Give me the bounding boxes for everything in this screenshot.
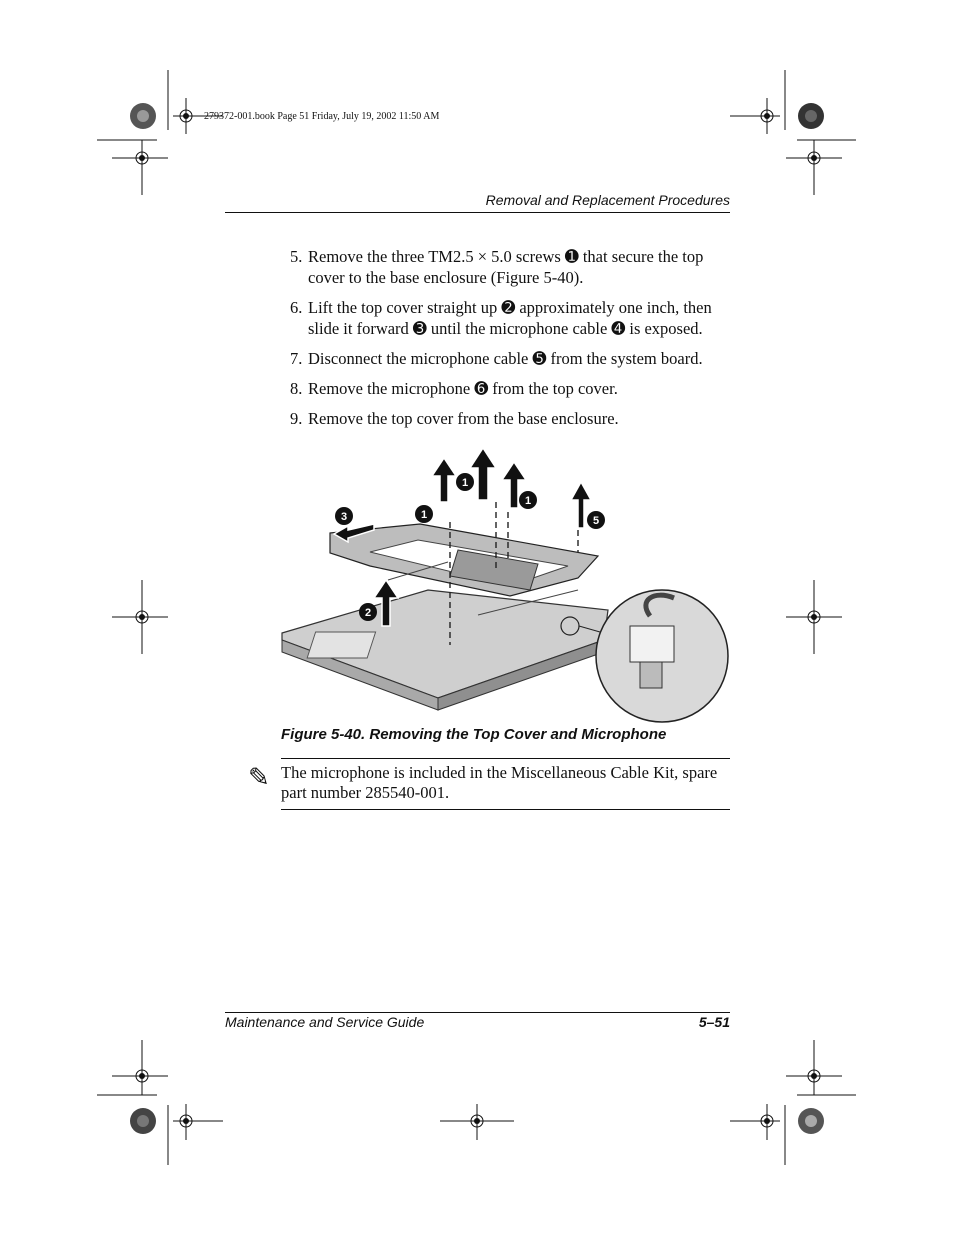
callout-1: 1	[524, 495, 532, 507]
step-item: 9. Remove the top cover from the base enclosure.	[290, 409, 619, 428]
step-item: 7. Disconnect the microphone cable ➎ from the system board.	[290, 349, 703, 368]
note-bottom-rule	[281, 809, 730, 810]
figure-caption: Figure 5-40. Removing the Top Cover and Microphone	[281, 726, 667, 743]
page-number: 5–51	[698, 1014, 730, 1030]
header-rule	[225, 212, 730, 213]
step-item: 5. Remove the three TM2.5 × 5.0 screws ➊ that secure the top cover to the base enclosure (Figure 5-40).	[290, 247, 704, 287]
callout-5: 5	[592, 515, 600, 527]
step-item: 6. Lift the top cover straight up ➋ approximately one inch, then slide it forward ➌ until the microphone cable ➍ is exposed.	[290, 298, 712, 338]
procedure-steps	[290, 246, 740, 438]
top-cover-removal-illustration	[278, 440, 730, 726]
running-head: Removal and Replacement Procedures	[485, 192, 730, 208]
callout-1: 1	[420, 509, 428, 521]
step-item: 8. Remove the microphone ➏ from the top cover.	[290, 379, 618, 398]
pencil-note-icon: ✎	[248, 763, 270, 792]
callout-2: 2	[364, 607, 372, 619]
note-top-rule	[281, 758, 730, 759]
note-text: The microphone is included in the Miscellaneous Cable Kit, spare part number 285540-001.	[281, 763, 718, 802]
callout-3: 3	[340, 511, 348, 523]
footer-rule	[225, 1012, 730, 1013]
book-info: 279372-001.book Page 51 Friday, July 19, 2002 11:50 AM	[204, 111, 440, 122]
footer-title: Maintenance and Service Guide	[225, 1014, 425, 1030]
callout-1: 1	[461, 477, 469, 489]
